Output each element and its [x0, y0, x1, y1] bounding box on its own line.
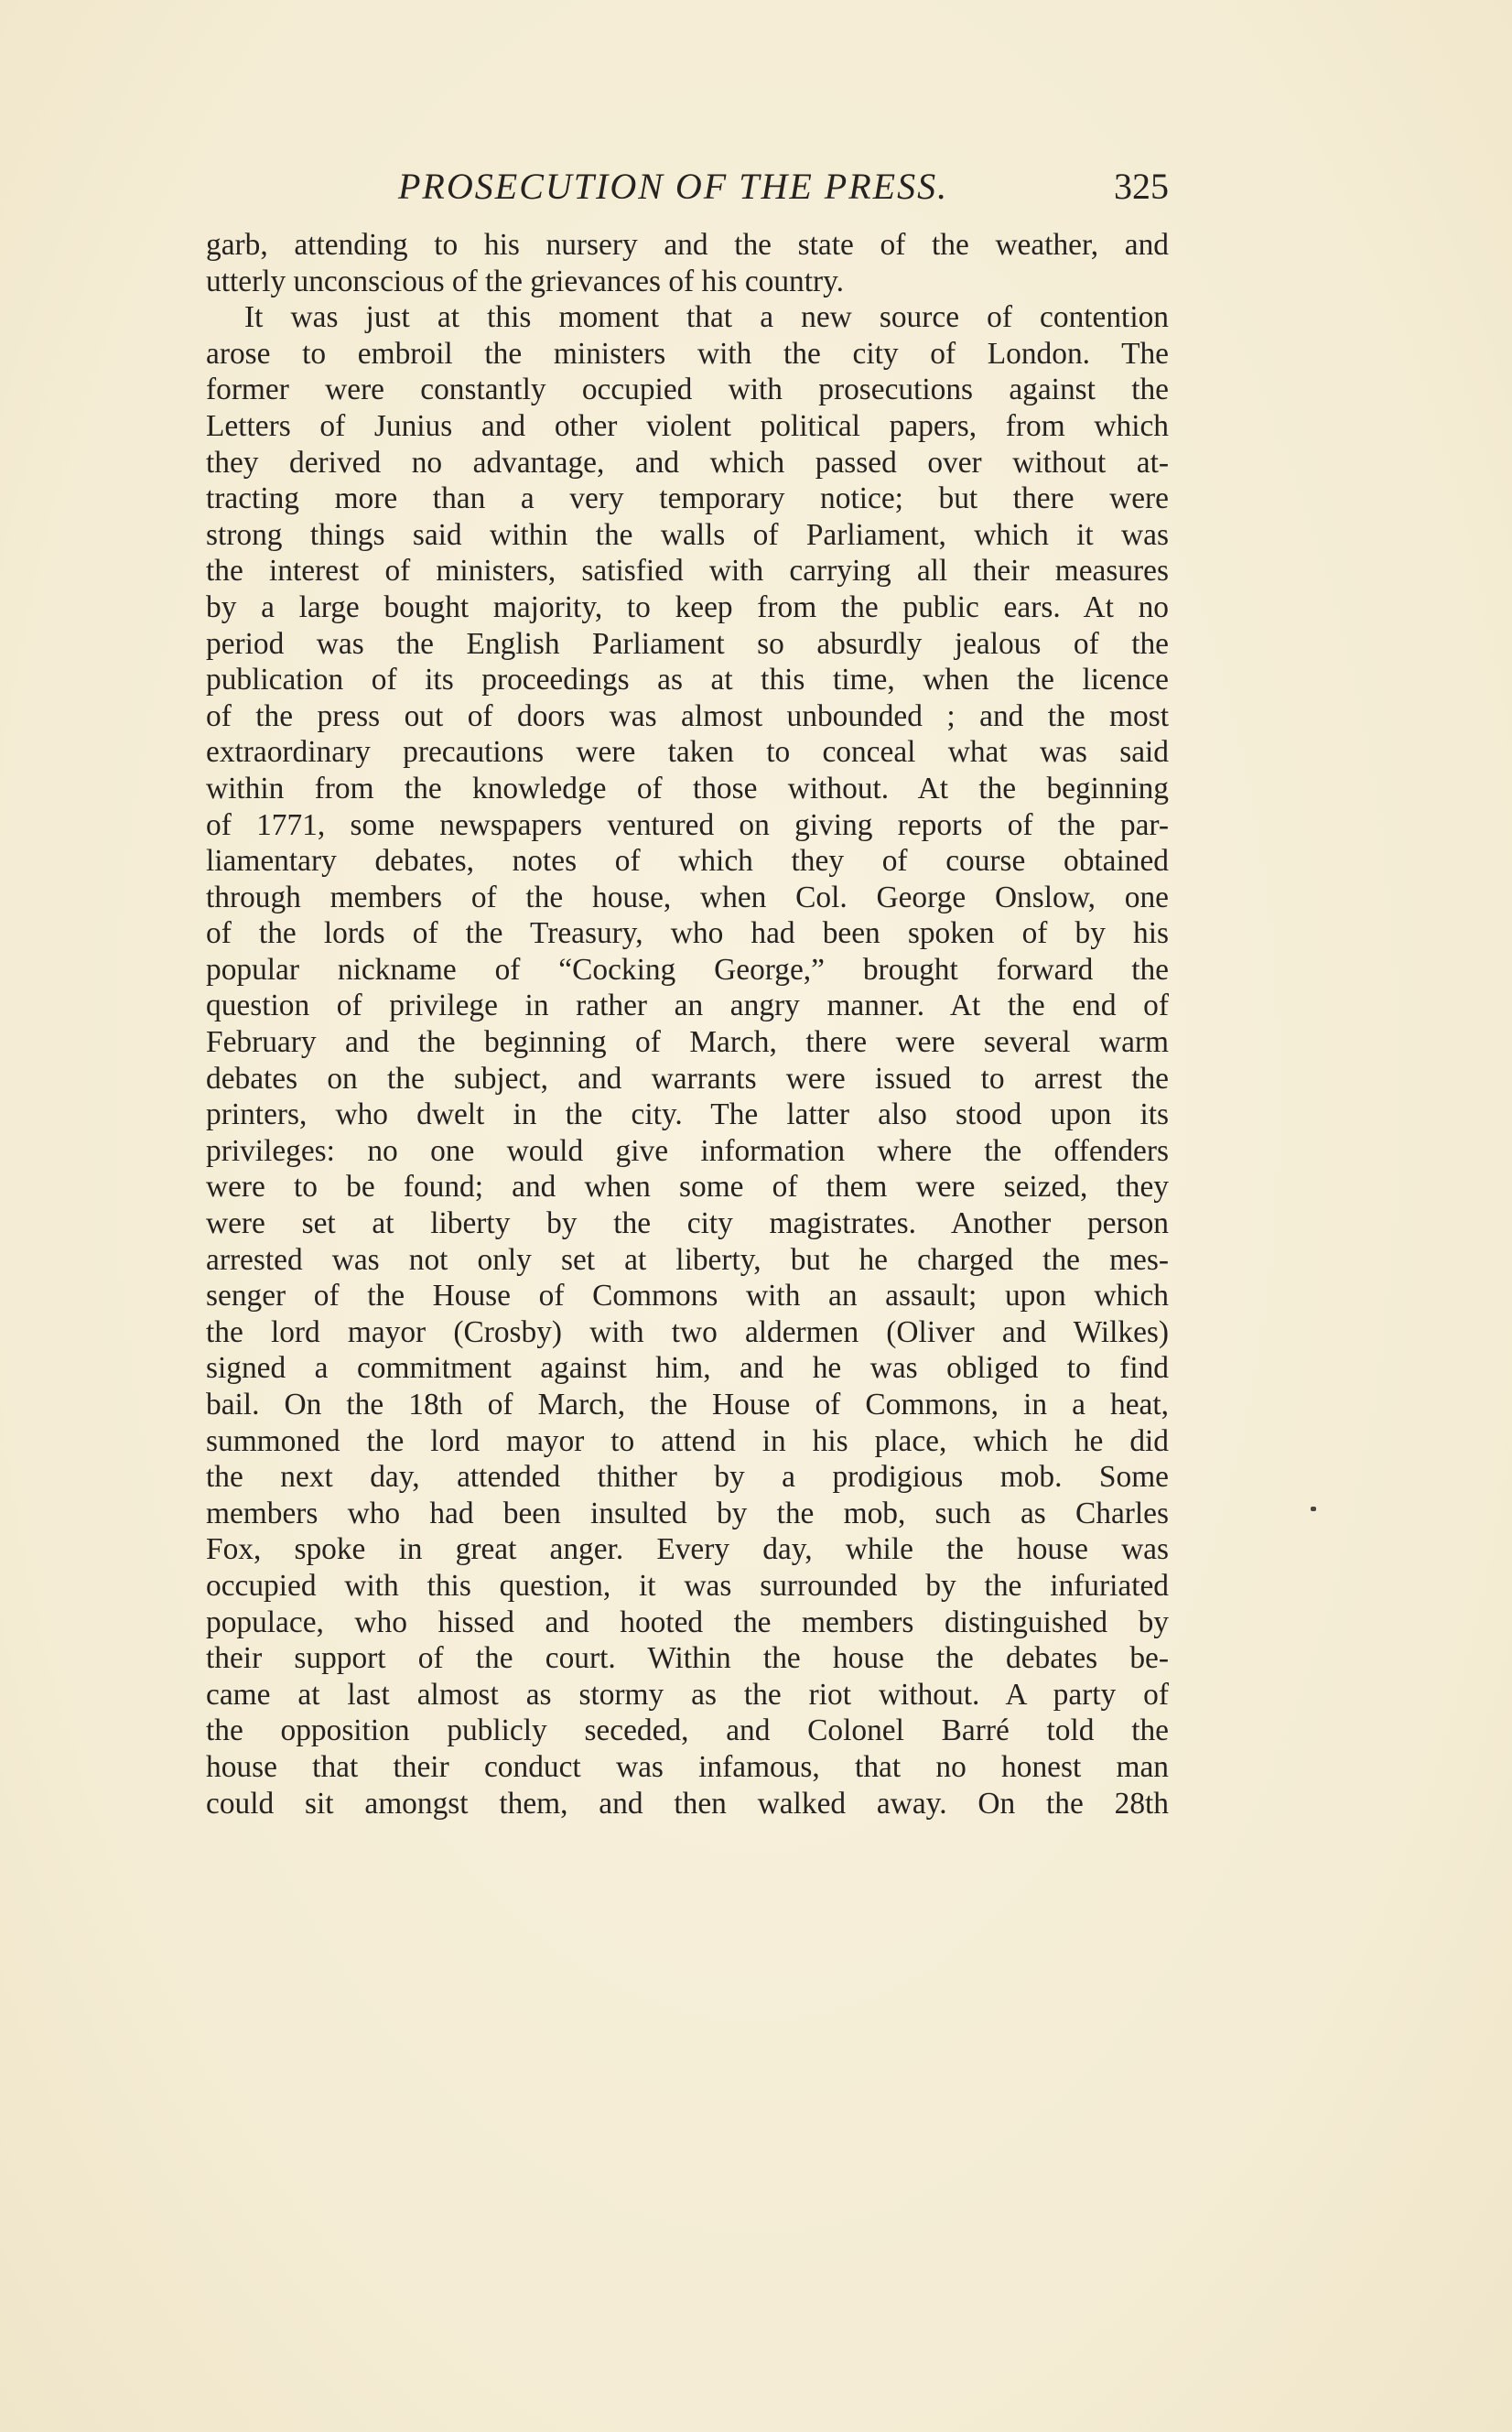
text-line: tracting more than a very temporary notice; but there were [206, 481, 1169, 516]
text-line: of 1771, some newspapers ventured on giving reports of the par- [206, 807, 1169, 842]
running-title: PROSECUTION OF THE PRESS. [398, 166, 949, 207]
text-line: populace, who hissed and hooted the members distinguished by [206, 1605, 1169, 1639]
text-line: arose to embroil the ministers with the city of London. The [206, 336, 1169, 371]
text-line: garb, attending to his nursery and the state of the weather, and [206, 228, 1169, 262]
text-line: by a large bought majority, to keep from the public ears. At no [206, 589, 1169, 624]
text-line: question of privilege in rather an angry manner. At the end of [206, 989, 1169, 1023]
text-line: their support of the court. Within the house the debates be- [206, 1641, 1169, 1676]
text-line: within from the knowledge of those without. At the beginning [206, 771, 1169, 805]
text-line: utterly unconscious of the grievances of his country. [206, 264, 844, 298]
text-line: members who had been insulted by the mob, such as Charles [206, 1496, 1169, 1530]
text-line: could sit amongst them, and then walked away. On the 28th [206, 1786, 1169, 1821]
text-line: of the press out of doors was almost unbounded ; and the most [206, 698, 1169, 733]
text-line: signed a commitment against him, and he was obliged to find [206, 1351, 1169, 1386]
margin-mark [1311, 1507, 1316, 1511]
text-line: the interest of ministers, satisfied with carrying all their measures [206, 554, 1169, 589]
text-line: house that their conduct was infamous, that no honest man [206, 1749, 1169, 1784]
text-line: former were constantly occupied with prosecutions against the [206, 373, 1169, 407]
body-text [206, 227, 1169, 1821]
text-line: came at last almost as stormy as the riot without. A party of [206, 1677, 1169, 1712]
page-number: 325 [1114, 166, 1169, 207]
text-line: Letters of Junius and other violent political papers, from which [206, 408, 1169, 443]
text-line: through members of the house, when Col. George Onslow, one [206, 880, 1169, 914]
text-line: occupied with this question, it was surrounded by the infuriated [206, 1568, 1169, 1603]
text-line: liamentary debates, notes of which they of course obtained [206, 844, 1169, 879]
text-line: It was just at this moment that a new source of contention [244, 300, 1169, 335]
text-line: were to be found; and when some of them were seized, they [206, 1170, 1169, 1205]
text-line: February and the beginning of March, there were several warm [206, 1025, 1169, 1060]
text-line: of the lords of the Treasury, who had been spoken of by his [206, 916, 1169, 951]
text-line: bail. On the 18th of March, the House of Commons, in a heat, [206, 1388, 1169, 1421]
text-line: extraordinary precautions were taken to conceal what was said [206, 735, 1169, 770]
text-line: were set at liberty by the city magistrates. Another person [206, 1206, 1169, 1241]
text-line: publication of its proceedings as at this time, when the licence [206, 663, 1169, 697]
text-line: privileges: no one would give information where the offenders [206, 1133, 1169, 1168]
text-line: popular nickname of “Cocking George,” brought forward the [206, 952, 1169, 987]
text-line: period was the English Parliament so absurdly jealous of the [206, 626, 1169, 661]
text-line: Fox, spoke in great anger. Every day, while the house was [206, 1532, 1169, 1567]
text-line: they derived no advantage, and which passed over without at- [206, 445, 1169, 480]
text-line: debates on the subject, and warrants were issued to arrest the [206, 1061, 1169, 1096]
text-line: summoned the lord mayor to attend in his place, which he did [206, 1423, 1169, 1458]
page-header [206, 165, 1169, 211]
text-line: senger of the House of Commons with an assault; upon which [206, 1279, 1169, 1313]
text-line: the lord mayor (Crosby) with two aldermen (Oliver and Wilkes) [206, 1314, 1169, 1349]
text-line: the opposition publicly seceded, and Colonel Barré told the [206, 1713, 1169, 1748]
text-line: printers, who dwelt in the city. The latter also stood upon its [206, 1097, 1169, 1132]
text-line: arrested was not only set at liberty, but he charged the mes- [206, 1242, 1169, 1277]
text-line: strong things said within the walls of Parliament, which it was [206, 517, 1169, 552]
text-line: the next day, attended thither by a prodigious mob. Some [206, 1460, 1169, 1495]
